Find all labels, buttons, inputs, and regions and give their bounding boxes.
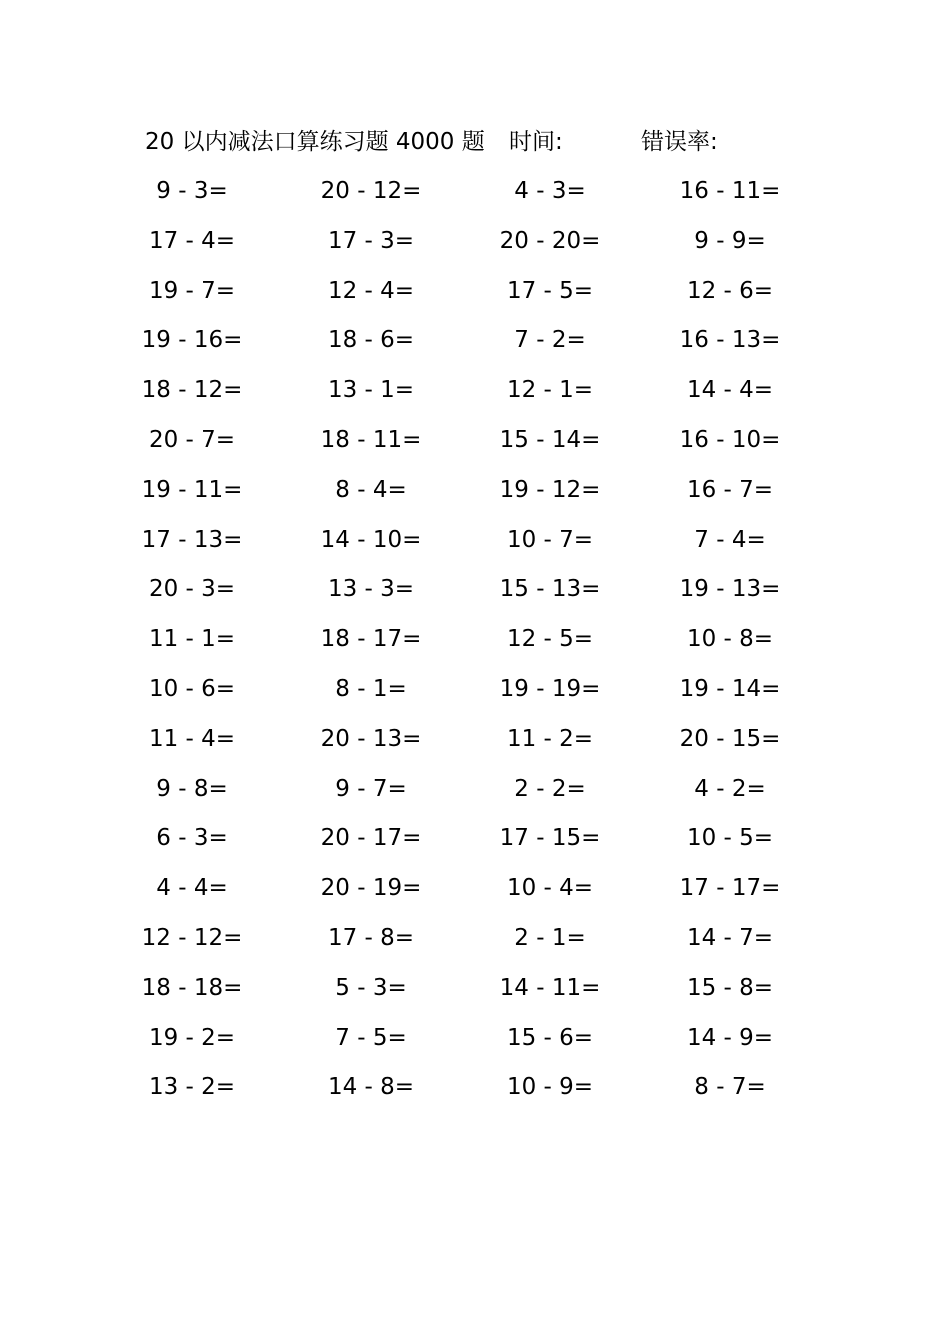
problem-row: [0, 968, 950, 1018]
problem-item: 11 - 4=: [148, 725, 236, 752]
problem-item: 8 - 4=: [335, 476, 407, 503]
problem-item: 9 - 3=: [156, 178, 228, 204]
problem-item: 13 - 2=: [148, 1074, 236, 1101]
problem-item: 12 - 6=: [686, 277, 774, 304]
problem-item: 19 - 13=: [679, 576, 781, 603]
problem-item: 10 - 4=: [506, 875, 594, 902]
problem-row: [0, 818, 950, 868]
problem-item: 17 - 3=: [327, 227, 415, 254]
problem-item: 19 - 14=: [679, 675, 781, 702]
problem-item: 7 - 5=: [335, 1024, 407, 1051]
worksheet-title: 20 以内减法口算练习题 4000 题: [145, 129, 485, 155]
problem-item: 12 - 5=: [506, 626, 594, 653]
problem-item: 16 - 10=: [679, 426, 781, 453]
problem-item: 7 - 2=: [514, 327, 586, 354]
problem-row: [0, 918, 950, 968]
problem-row: [0, 520, 950, 570]
problem-item: 2 - 1=: [514, 924, 586, 951]
problem-row: [0, 1067, 950, 1117]
problem-item: 19 - 2=: [148, 1024, 236, 1051]
problem-item: 14 - 9=: [686, 1024, 774, 1051]
problem-item: 19 - 16=: [141, 327, 243, 354]
problem-row: [0, 271, 950, 321]
problem-item: 18 - 12=: [141, 377, 243, 404]
problem-item: 15 - 8=: [686, 974, 774, 1001]
problem-item: 13 - 1=: [327, 377, 415, 404]
problem-item: 18 - 17=: [320, 626, 422, 653]
problem-item: 10 - 8=: [686, 626, 774, 653]
problem-item: 19 - 19=: [499, 675, 601, 702]
problem-row: [0, 669, 950, 719]
problem-item: 13 - 3=: [327, 576, 415, 603]
problem-item: 19 - 7=: [148, 277, 236, 304]
problem-item: 20 - 19=: [320, 875, 422, 902]
problem-item: 12 - 12=: [141, 924, 243, 951]
problem-item: 17 - 8=: [327, 924, 415, 951]
problem-row: [0, 470, 950, 520]
error-rate-label: 错误率:: [641, 129, 718, 155]
problem-row: [0, 619, 950, 669]
problem-item: 11 - 1=: [148, 626, 236, 653]
problem-row: [0, 221, 950, 271]
problem-item: 10 - 5=: [686, 825, 774, 852]
problem-item: 17 - 15=: [499, 825, 601, 852]
problem-item: 18 - 18=: [141, 974, 243, 1001]
problem-item: 10 - 7=: [506, 526, 594, 553]
problem-item: 12 - 4=: [327, 277, 415, 304]
problem-item: 15 - 6=: [506, 1024, 594, 1051]
problem-row: [0, 569, 950, 619]
problem-item: 15 - 13=: [499, 576, 601, 603]
problem-item: 17 - 17=: [679, 875, 781, 902]
problem-item: 2 - 2=: [514, 775, 586, 802]
problem-item: 4 - 4=: [156, 875, 228, 902]
time-label: 时间:: [509, 129, 563, 155]
problem-item: 9 - 9=: [694, 227, 766, 254]
problem-item: 16 - 11=: [679, 178, 781, 204]
problem-item: 5 - 3=: [335, 974, 407, 1001]
problem-item: 20 - 17=: [320, 825, 422, 852]
problem-item: 9 - 8=: [156, 775, 228, 802]
problem-item: 16 - 7=: [686, 476, 774, 503]
problem-item: 20 - 12=: [320, 178, 422, 204]
problem-item: 9 - 7=: [335, 775, 407, 802]
problem-item: 18 - 6=: [327, 327, 415, 354]
problem-item: 18 - 11=: [320, 426, 422, 453]
problem-item: 10 - 6=: [148, 675, 236, 702]
problem-item: 15 - 14=: [499, 426, 601, 453]
problem-row: [0, 1018, 950, 1068]
problem-item: 14 - 7=: [686, 924, 774, 951]
problem-item: 14 - 8=: [327, 1074, 415, 1101]
problem-row: [0, 320, 950, 370]
problem-row: [0, 370, 950, 420]
problem-item: 10 - 9=: [506, 1074, 594, 1101]
problem-item: 20 - 7=: [148, 426, 236, 453]
problem-item: 8 - 7=: [694, 1074, 766, 1101]
problem-row: [0, 769, 950, 819]
problem-row: [0, 719, 950, 769]
problem-item: 14 - 11=: [499, 974, 601, 1001]
problem-item: 7 - 4=: [694, 526, 766, 553]
problem-item: 20 - 3=: [148, 576, 236, 603]
problem-item: 20 - 20=: [499, 227, 601, 254]
problem-item: 11 - 2=: [506, 725, 594, 752]
problem-item: 14 - 4=: [686, 377, 774, 404]
problem-item: 20 - 13=: [320, 725, 422, 752]
problem-item: 6 - 3=: [156, 825, 228, 852]
problem-row: [0, 171, 950, 221]
problem-item: 17 - 13=: [141, 526, 243, 553]
problem-item: 19 - 12=: [499, 476, 601, 503]
problem-row: [0, 868, 950, 918]
problem-item: 16 - 13=: [679, 327, 781, 354]
problem-item: 17 - 5=: [506, 277, 594, 304]
problem-row: [0, 420, 950, 470]
problem-item: 8 - 1=: [335, 675, 407, 702]
problem-item: 4 - 2=: [694, 775, 766, 802]
problem-grid: [0, 171, 950, 1117]
problem-item: 19 - 11=: [141, 476, 243, 503]
problem-item: 12 - 1=: [506, 377, 594, 404]
problem-item: 14 - 10=: [320, 526, 422, 553]
problem-item: 17 - 4=: [148, 227, 236, 254]
problem-item: 4 - 3=: [514, 178, 586, 204]
problem-item: 20 - 15=: [679, 725, 781, 752]
